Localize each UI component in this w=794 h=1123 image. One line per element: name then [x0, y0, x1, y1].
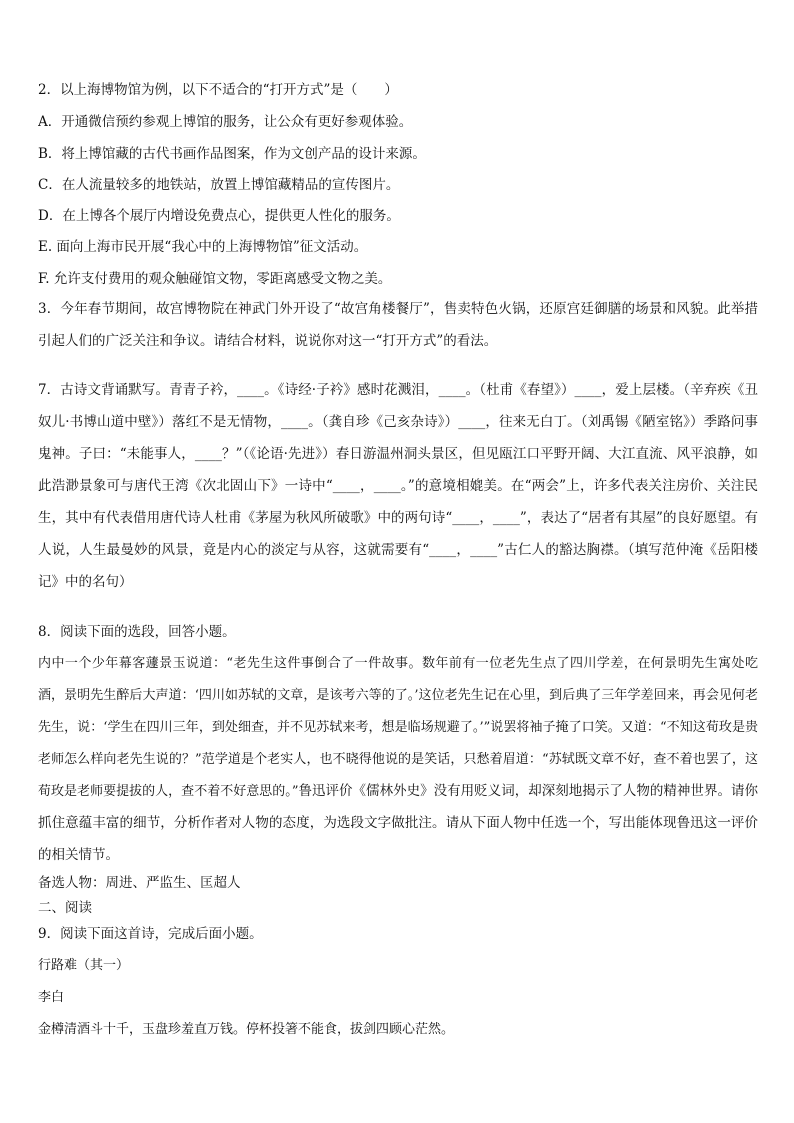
poem-title: 行路难（其一） [38, 958, 130, 973]
question-9-stem: 9．阅读下面这首诗，完成后面小题。 [38, 926, 263, 942]
question-7-text: 7．古诗文背诵默写。青青子衿，____。《诗经·子衿》感时花溅泪，____。（杜甫《春望》）____，爱上层楼。（辛弃疾《丑奴儿·书博山道中壁》）落红不是无情物，____。（龚自珍《己亥杂诗》）____，往来无白丁。（刘禹锡《陋室铭》）季路问事鬼神。子曰：“未能事人，____？”（《论语·先进》）春日游温州洞头景区，但见瓯江口平野开阔、大江直流、风平浪静，如此浩渺景象可与唐代王湾《次北固山下》一诗中“____，____。”的意境相媲美。在“两会”上，许多代表关注房价、关注民生，其中有代表借用唐代诗人杜甫《茅屋为秋风所破歌》中的两句诗“____，____”，表达了“居者有其屋”的良好愿望。有人说，人生最曼妙的风景，竟是内心的淡定与从容，这就需要有“____，____”古仁人的豁达胸襟。（填写范仲淹《岳阳楼记》中的名句） [38, 382, 758, 590]
question-2-option-f: F. 允许支付费用的观众触碰馆文物，零距离感受文物之美。 [38, 271, 392, 287]
question-8-candidates: 备选人物：周进、严监生、匡超人 [38, 875, 241, 891]
question-2-option-b: B．将上博馆藏的古代书画作品图案，作为文创产品的设计来源。 [38, 146, 426, 162]
section-heading-reading: 二、阅读 [38, 900, 92, 916]
question-8-passage-and-task [38, 647, 758, 871]
question-8-task: 鲁迅评价《儒林外史》没有用贬义词，却深刻地揭示了人物的精神世界。请你抓住意蕴丰富的细节，分析作者对人物的态度，为选段文字做批注。请从下面人物中任选一个，写出能体现鲁迅这一评价的相关情节。 [38, 783, 758, 863]
question-8-stem: 8．阅读下面的选段，回答小题。 [38, 624, 236, 640]
question-2-option-c: C．在人流量较多的地铁站，放置上博馆藏精品的宣传图片。 [38, 177, 400, 193]
question-2-stem: 2．以上海博物馆为例，以下不适合的“打开方式”是（ ） [38, 82, 398, 98]
question-8-passage: 内中一个少年幕客蘧景玉说道：“老先生这件事倒合了一件故事。数年前有一位老先生点了四川学差，在何景明先生寓处吃酒，景明先生醉后大声道：‘四川如苏轼的文章，是该考六等的了。’这位老先生记在心里，到后典了三年学差回来，再会见何老先生，说：‘学生在四川三年，到处细查，并不见苏轼来考，想是临场规避了。’”说罢将袖子掩了口笑。又道：“不知这荀玫是贵老师怎么样向老先生说的？”范学道是个老实人，也不晓得他说的是笑话，只愁着眉道：“苏轼既文章不好，查不着也罢了，这荀玫是老师要提拔的人，查不着不好意思的。” [38, 656, 758, 799]
poem-author: 李白 [38, 990, 65, 1005]
question-2-option-a: A．开通微信预约参观上博馆的服务，让公众有更好参观体验。 [38, 114, 413, 130]
question-2-option-e: E. 面向上海市民开展“我心中的上海博物馆”征文活动。 [38, 239, 368, 255]
question-2-option-d: D．在上博各个展厅内增设免费点心，提供更人性化的服务。 [38, 208, 400, 224]
question-3-text: 3．今年春节期间，故宫博物院在神武门外开设了“故宫角楼餐厅”，售卖特色火锅，还原宫廷御膳的场景和风貌。此举措引起人们的广泛关注和争议。请结合材料，说说你对这一“打开方式”的看法。 [38, 301, 758, 349]
poem-line-1: 金樽清酒斗十千，玉盘珍羞直万钱。停杯投箸不能食，拔剑四顾心茫然。 [38, 1022, 455, 1037]
